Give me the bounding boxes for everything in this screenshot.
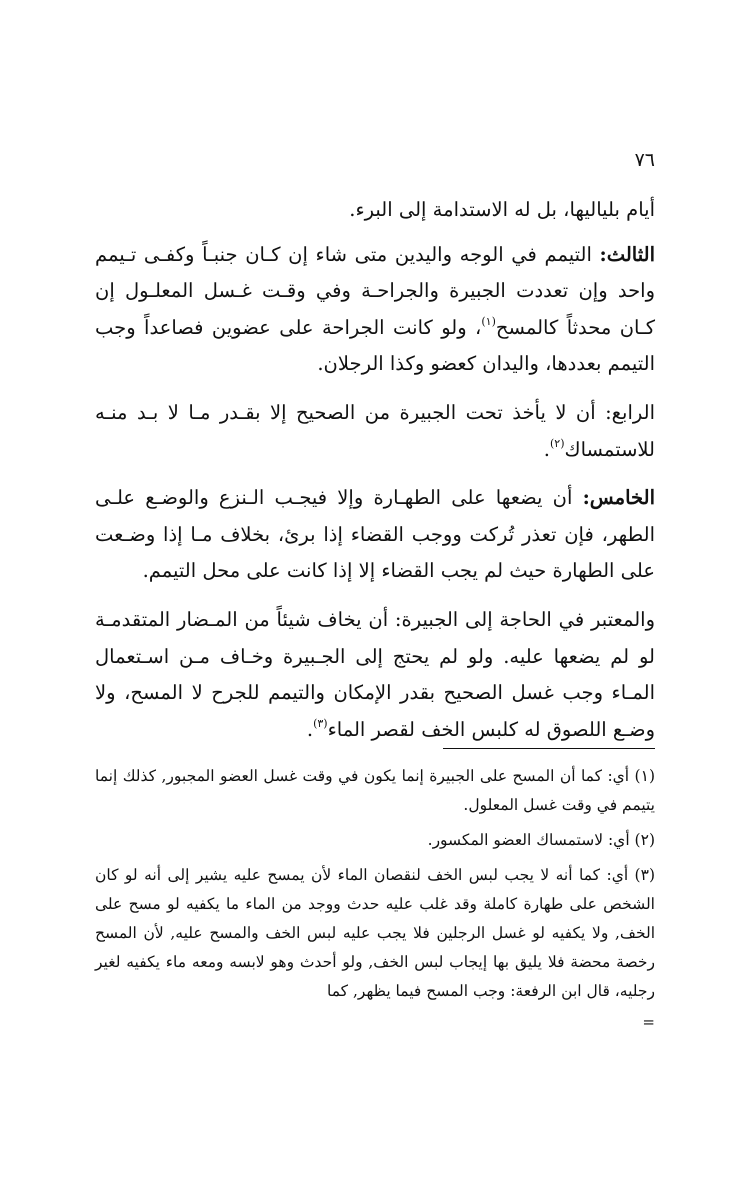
paragraph-heading: الخامس: [582, 486, 655, 510]
paragraph-text: . [543, 437, 550, 461]
paragraph-fifth [95, 480, 655, 590]
paragraph-text: والمعتبر في الحاجة إلى الجبيرة: أن يخاف شيئاً من المـضار المتقدمـة لو لم يضعها عليه. ولو لم يحتج إلى الجـبيرة وخـاف مـن اسـتعمال المـاء وجب غسل الصحيح بقدر الإمكان والتيمم للجرح لا المسح، ولا وضـع اللصوق له كلبس الخف لقصر الماء [95, 607, 655, 741]
paragraph-fourth [95, 395, 655, 468]
main-text [95, 192, 655, 760]
paragraph-text: أن يضعها على الطهـارة وإلا فيجـب الـنزع والوضـع علـى الطهر، فإن تعذر تُركت ووجب القضاء إذا برئ، بخلاف مـا إذا وضـعت على الطهارة حيث لم يجب القضاء إلا إذا كانت على محل التيمم. [95, 486, 655, 583]
footnote-2: (٢) أي: لاستمساك العضو المكسور. [427, 831, 655, 849]
page-number: ٧٦ [634, 149, 655, 171]
paragraph-third [95, 237, 655, 383]
continuation-mark: = [642, 1013, 655, 1031]
paragraph-note [95, 602, 655, 748]
footnote-ref-3[interactable]: (٣) [313, 716, 328, 730]
footnotes [95, 762, 655, 1032]
footnote-1: (١) أي: كما أن المسح على الجبيرة إنما يكون في وقت غسل العضو المجبور, كذلك إنما يتيمم في وقت غسل المعلول. [95, 767, 655, 814]
paragraph-text: . [306, 717, 314, 741]
paragraph-text: أن لا يأخذ تحت الجبيرة من الصحيح إلا بقـدر مـا لا بـد منـه للاستمساك [95, 400, 655, 461]
paragraph-heading: الثالث: [599, 242, 655, 266]
paragraph-text: التيمم في الوجه واليدين متى شاء إن كـان جنبـاً وكفـى تـيمم واحد وإن تعددت الجبيرة والجراحـة وفي وقـت غـسل المعلـول إن كـان محدثاً كالمسح [95, 242, 655, 339]
footnote-3: (٣) أي: كما أنه لا يجب لبس الخف لنقصان الماء لأن يمسح عليه يشير إلى أنه لو كان الشخص على طهارة كاملة وقد غلب عليه حدث ووجد من الماء ما يكفيه لو مسح على الخف, ولا يكفيه لو غسل الرجلين فلا يجب عليه لبس الخف والمسح عليه, لأن المسح رخصة محضة فلا يليق بها إيجاب لبس الخف, ولو أحدث وهو لابسه ومعه ماء يكفيه لغير رجليه، قال ابن الرفعة: وجب المسح فيما يظهر, كما [95, 866, 655, 1000]
paragraph-intro [95, 192, 655, 229]
paragraph-heading: الرابع: [605, 400, 655, 424]
paragraph-text: ، ولو كانت الجراحة على عضوين فصاعداً وجب التيمم بعددها، واليدان كعضو وكذا الرجلان. [95, 315, 655, 376]
footnote-separator [443, 748, 655, 749]
paragraph-text: أيام بلياليها، بل له الاستدامة إلى البرء. [349, 198, 655, 221]
footnote-ref-1[interactable]: (١) [481, 314, 496, 328]
footnote-ref-2[interactable]: (٢) [550, 436, 565, 450]
